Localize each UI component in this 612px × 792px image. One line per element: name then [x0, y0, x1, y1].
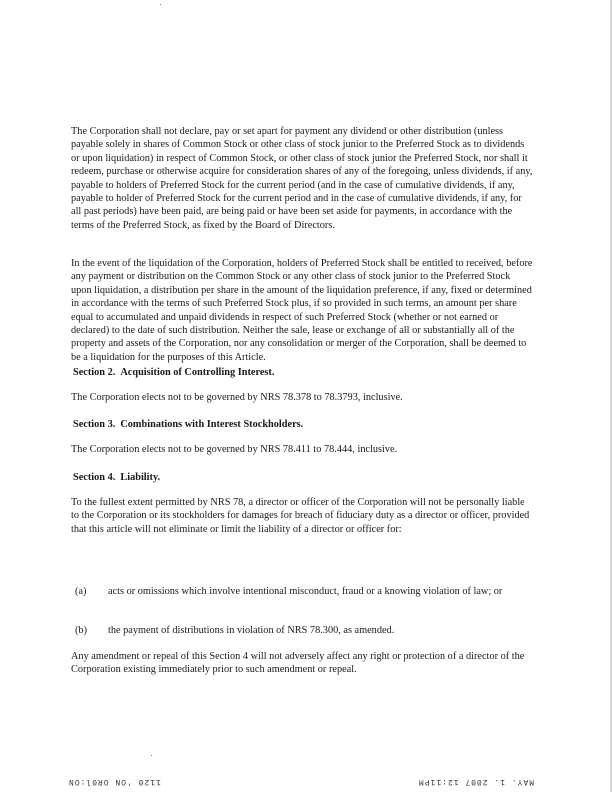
dividend-restriction-paragraph: The Corporation shall not declare, pay or set apart for payment any dividend or other distribution (unless payable solely in shares of Common Stock or other class of stock junior to the Preferred Stock as to dividends or upon liquidation) in respect of Common Stock, or other class of stock junior the Preferred Stock, nor shall it redeem, purchase or otherwise acquire for consideration shares of any of the foregoing, unless dividends, if any, payable to holders of Preferred Stock for the current period (and in the case of cumulative dividends, if any, payable to holder of Preferred Stock for the current period and in the case of cumulative dividends, if any, for all past periods) have been paid, are being paid or have been set aside for payments, in accordance with the terms of the Preferred Stock, as fixed by the Board of Directors.	[71, 126, 533, 231]
section-2-body: The Corporation elects not to be governed by NRS 78.378 to 78.3793, inclusive.	[71, 392, 403, 403]
section-3-body: The Corporation elects not to be governed by NRS 78.411 to 78.444, inclusive.	[71, 444, 398, 455]
section-3-heading	[73, 418, 303, 431]
list-item-b-text: the payment of distributions in violation of NRS 78.300, as amended.	[108, 625, 395, 636]
fax-header-right: MAY. 1. 2007 12:11PM	[418, 777, 535, 786]
list-item-a-marker: (a)	[75, 586, 87, 597]
scan-speck	[160, 4, 161, 5]
section-2-heading	[73, 366, 274, 379]
section-4-intro: To the fullest extent permitted by NRS 78, a director or officer of the Corporation will not be personally liable to the Corporation or its stockholders for damages for breach of fiduciary duty as a director or officer, provided that this article will not eliminate or limit the liability of a director or officer for:	[71, 497, 530, 535]
section-4-heading	[73, 471, 160, 484]
section-4-closing: Any amendment or repeal of this Section 4 will not adversely affect any right or protection of a director of the Corporation existing immediately prior to such amendment or repeal.	[71, 651, 525, 676]
section-3-number: Section 3.	[73, 419, 116, 430]
section-2-title: Acquisition of Controlling Interest.	[120, 367, 275, 378]
fax-header-left: 1120 'ON OR0l:ON	[68, 777, 161, 786]
list-item-a-text: acts or omissions which involve intentional misconduct, fraud or a knowing violation of law; or	[108, 586, 503, 597]
section-3-title: Combinations with Interest Stockholders.	[120, 419, 304, 430]
section-4-title: Liability.	[120, 472, 161, 483]
section-2-number: Section 2.	[73, 367, 116, 378]
section-4-number: Section 4.	[73, 472, 116, 483]
liquidation-paragraph: In the event of the liquidation of the Corporation, holders of Preferred Stock shall be entitled to received, before any payment or distribution on the Common Stock or any other class of stock junior to the Preferred Stock upon liquidation, a distribution per share in the amount of the liquidation preference, if any, fixed or determined in accordance with the terms of such Preferred Stock plus, if so provided in such terms, an amount per share equal to accumulated and unpaid dividends in respect of such Preferred Stock (whether or not earned or declared) to the date of such distribution. Neither the sale, lease or exchange of all or substantially all of the property and assets of the Corporation, nor any consolidation or merger of the Corporation, shall be deemed to be a liquidation for the purposes of this Article.	[71, 258, 533, 363]
list-item-b-marker: (b)	[75, 625, 88, 636]
scan-speck	[151, 755, 152, 756]
